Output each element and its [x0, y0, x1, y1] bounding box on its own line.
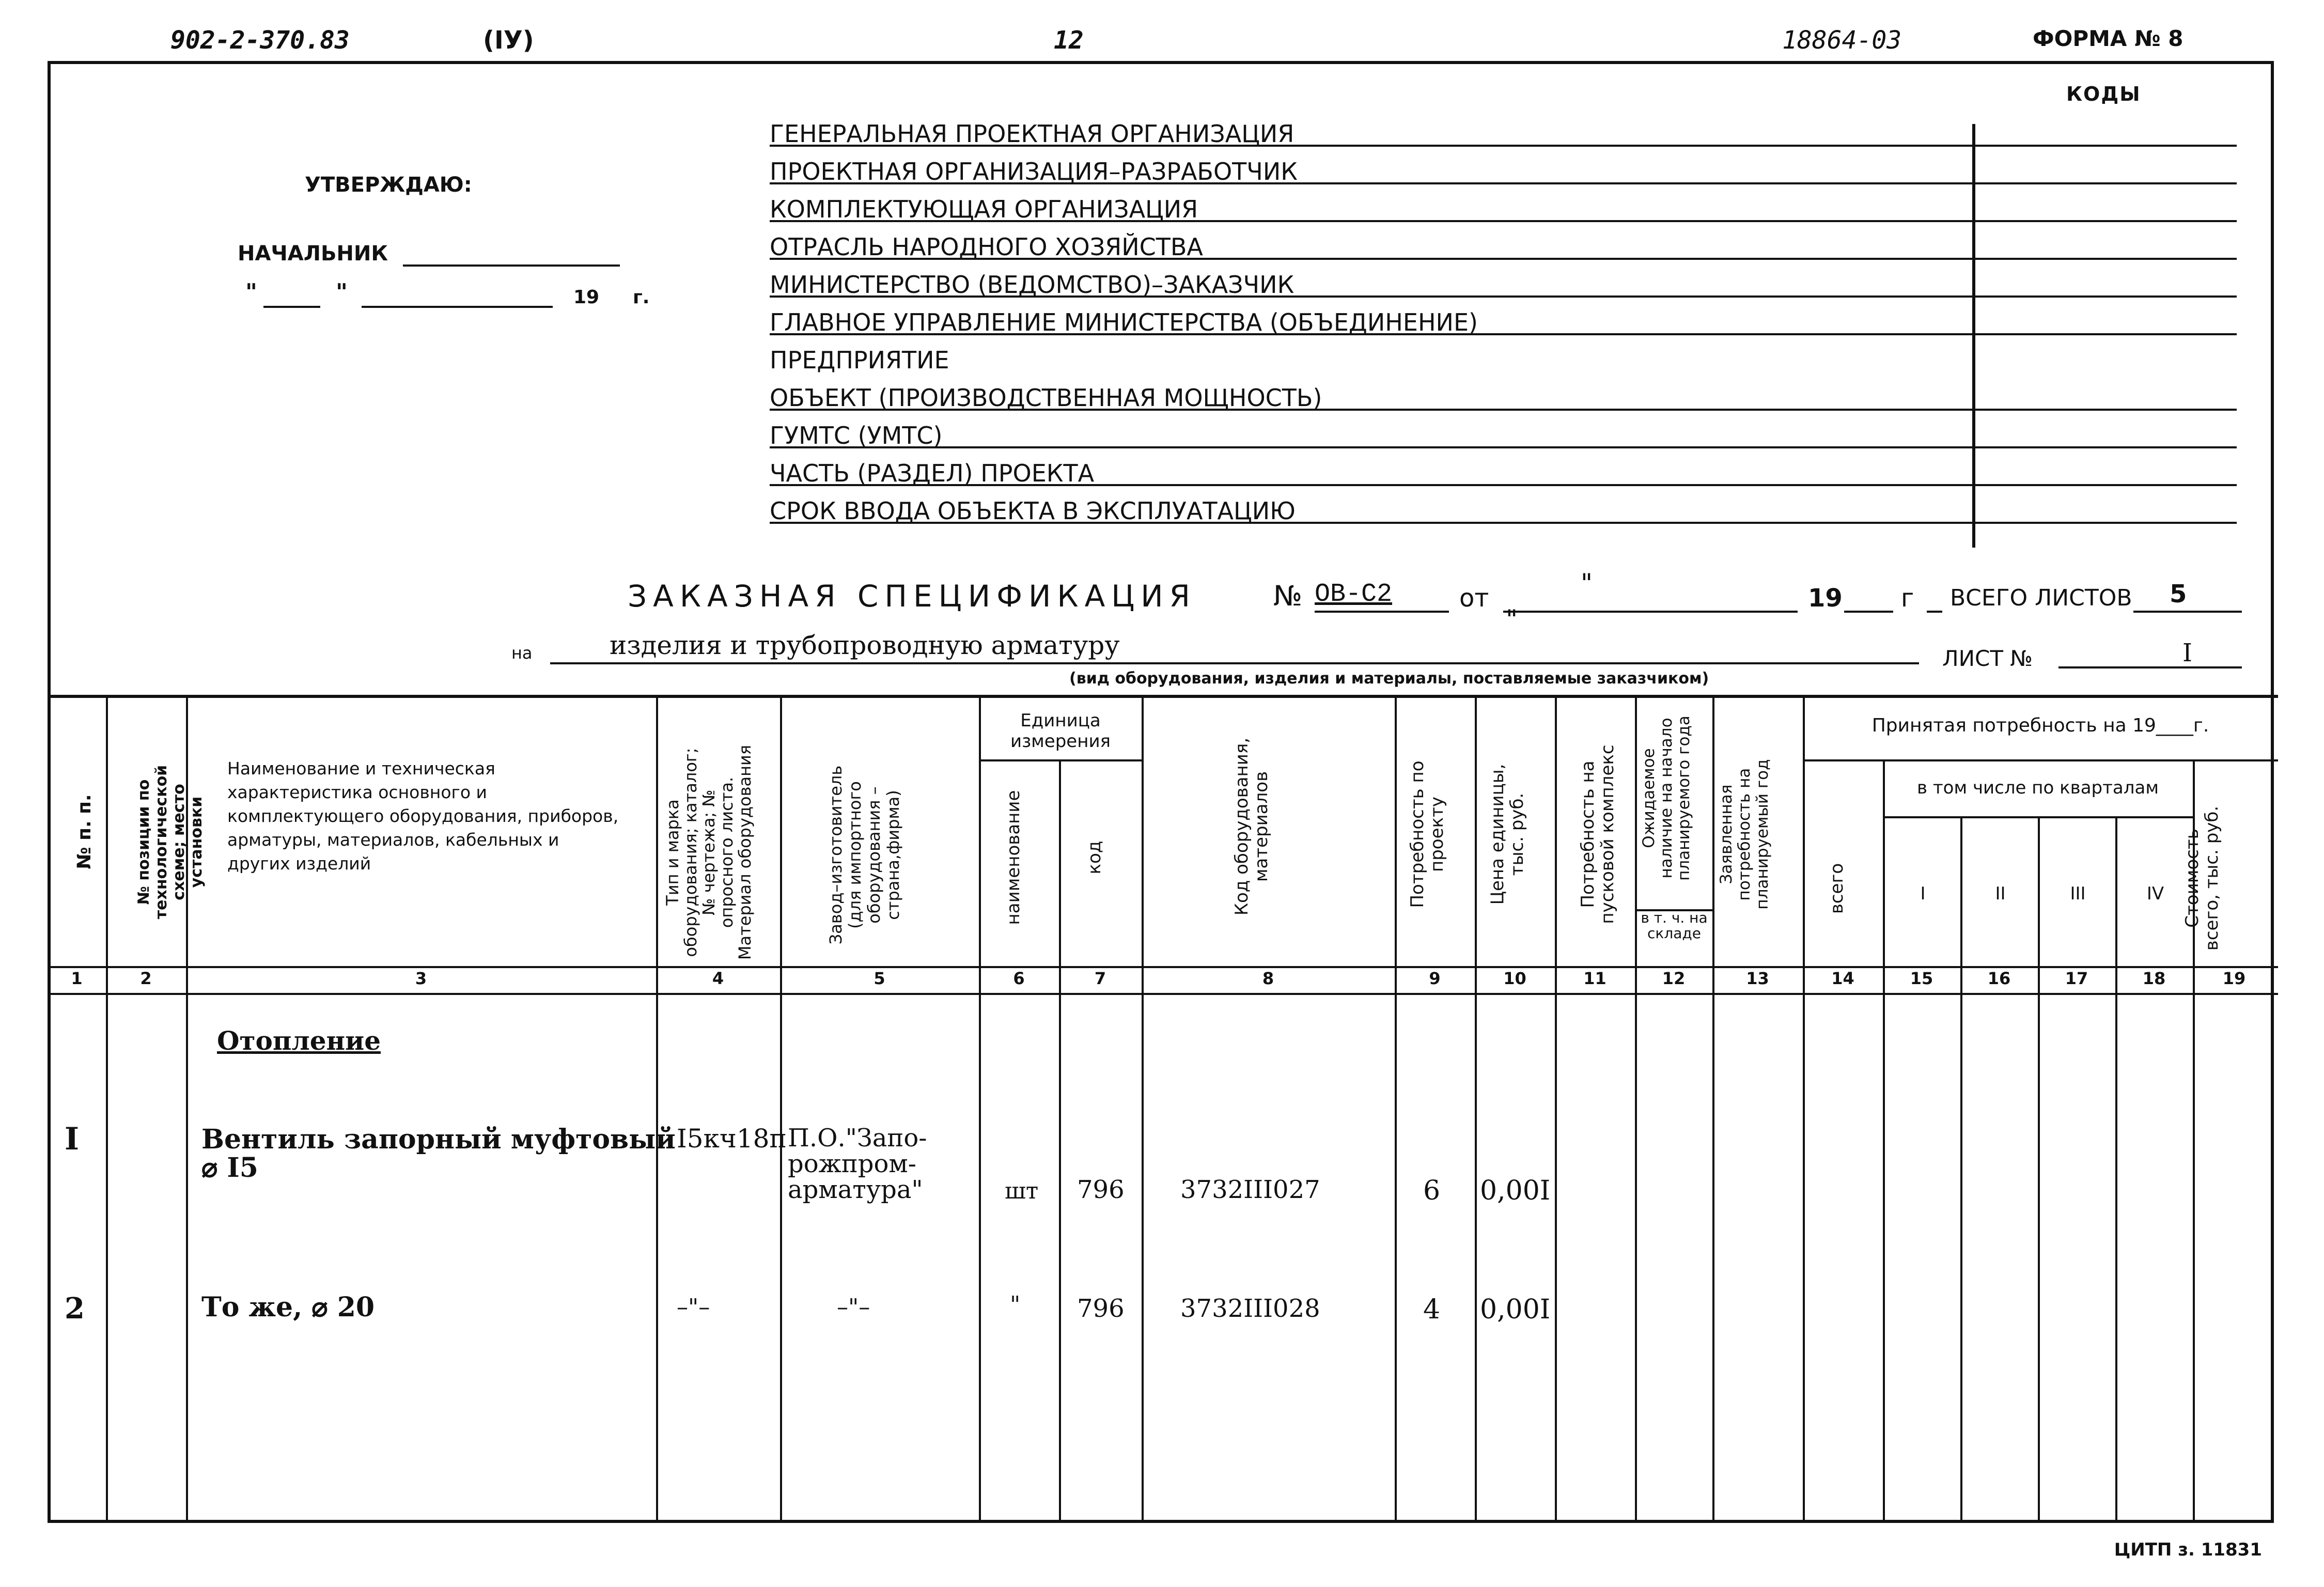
col-number: 11: [1583, 969, 1606, 988]
org-field-label: ЧАСТЬ (РАЗДЕЛ) ПРОЕКТА: [770, 459, 1098, 487]
header-unit: Единица измерения: [1010, 710, 1111, 752]
org-field-label: КОМПЛЕКТУЮЩАЯ ОРГАНИЗАЦИЯ: [770, 195, 1202, 223]
col-line-8: [1395, 695, 1397, 1521]
col-number-divider: [48, 993, 2278, 995]
date-quote-open: ": [245, 279, 257, 305]
row1-equip-code: 3732III027: [1180, 1175, 1320, 1204]
header-col2: № позиции по технологической схеме; место установки: [135, 765, 206, 920]
org-field-project-part[interactable]: [770, 458, 2237, 489]
spec-number-label: №: [1273, 580, 1303, 612]
row2-type: –"–: [677, 1294, 710, 1320]
col-line-5: [979, 695, 981, 1521]
row1-unit-name: шт: [1005, 1178, 1039, 1204]
header-col8: Код оборудования, материалов: [1231, 737, 1272, 916]
row1-name-size: ⌀ I5: [201, 1152, 258, 1184]
org-field-main-directorate[interactable]: [770, 307, 2237, 338]
col-line-14: [1883, 759, 1885, 1521]
sheet-number: I: [2182, 639, 2192, 667]
org-field-label: ПРЕДПРИЯТИЕ: [770, 346, 954, 374]
org-field-general[interactable]: [770, 119, 2237, 150]
col-line-6: [1059, 759, 1061, 1521]
col-line-9: [1475, 695, 1477, 1521]
row2-price: 0,00I: [1480, 1294, 1551, 1325]
org-field-object[interactable]: [770, 383, 2237, 414]
spec-year: 19: [1808, 584, 1843, 613]
header-divider: [48, 966, 2278, 968]
col-line-16: [2038, 816, 2040, 1521]
col-line-15: [1960, 816, 1962, 1521]
org-field-label: ПРОЕКТНАЯ ОРГАНИЗАЦИЯ–РАЗРАБОТЧИК: [770, 158, 1302, 185]
col-number: 12: [1662, 969, 1686, 988]
month-line[interactable]: [362, 306, 553, 308]
col-line-7: [1142, 695, 1144, 1521]
codes-label: КОДЫ: [2066, 83, 2141, 105]
header-col7: код: [1084, 841, 1105, 875]
org-field-label: СРОК ВВОДА ОБЪЕКТА В ЭКСПЛУАТАЦИЮ: [770, 497, 1300, 525]
header-col11: Потребность на пусковой комплекс: [1578, 744, 1618, 924]
accepted-header-divider: [1803, 759, 2278, 761]
footer-stamp: ЦИТП з. 11831: [2114, 1539, 2262, 1560]
chief-signature-line[interactable]: [403, 264, 620, 267]
header-col10: Цена единицы, тыс. руб.: [1487, 764, 1527, 905]
col-number: 8: [1262, 969, 1274, 988]
row2-unit-code: 796: [1077, 1294, 1125, 1323]
col-number: 14: [1831, 969, 1854, 988]
org-field-label: ГЕНЕРАЛЬНАЯ ПРОЕКТНАЯ ОРГАНИЗАЦИЯ: [770, 120, 1298, 148]
col-number: 18: [2142, 969, 2166, 988]
approval-year-prefix: 19: [573, 287, 600, 308]
row2-number: 2: [65, 1292, 85, 1326]
col-number: 16: [1987, 969, 2011, 988]
org-field-completing[interactable]: [770, 194, 2237, 225]
col-number: 4: [712, 969, 724, 988]
spec-na-label: на: [511, 643, 533, 663]
header-accepted: Принятая потребность на 19____г.: [1871, 715, 2209, 736]
header-col12-stock: в т. ч. на складе: [1641, 909, 1708, 942]
col-number: 3: [415, 969, 427, 988]
row1-unit-code: 796: [1077, 1175, 1125, 1204]
spec-subject-caption: (вид оборудования, изделия и материалы, поставляемые заказчиком): [1069, 670, 1709, 688]
org-field-gumts[interactable]: [770, 421, 2237, 452]
col-number: 6: [1013, 969, 1025, 988]
header-col1: № п. п.: [74, 794, 95, 869]
approve-label: УТВЕРЖДАЮ:: [305, 173, 472, 197]
day-line[interactable]: [263, 306, 320, 308]
col-line-1: [106, 695, 108, 1521]
spec-subject: изделия и трубопроводную арматуру: [610, 630, 1120, 660]
page-number: 12: [1054, 26, 1084, 55]
row1-name: Вентиль запорный муфтовый: [201, 1124, 676, 1155]
row2-name: То же, ⌀ 20: [201, 1292, 375, 1323]
row1-number: I: [65, 1121, 80, 1157]
header-q2: II: [1995, 883, 2006, 904]
row1-price: 0,00I: [1480, 1175, 1551, 1206]
col-line-11: [1635, 695, 1637, 1521]
row1-maker: арматура": [788, 1175, 923, 1204]
col-number: 9: [1429, 969, 1441, 988]
header-q3: III: [2070, 883, 2086, 904]
spec-date-line[interactable]: [1503, 611, 1798, 613]
approval-year-suffix: г.: [633, 287, 650, 308]
header-col4: Тип и марка оборудования; каталог; № чертежа; № опросного листа. Материал оборудования: [663, 744, 755, 960]
org-field-industry[interactable]: [770, 232, 2237, 263]
col-number: 5: [874, 969, 885, 988]
spec-subject-line[interactable]: [550, 662, 1919, 664]
org-field-label: ОБЪЕКТ (ПРОИЗВОДСТВЕННАЯ МОЩНОСТЬ): [770, 384, 1326, 412]
row1-maker: рожпром-: [788, 1149, 916, 1178]
header-q4: IV: [2146, 883, 2164, 904]
spec-number-line: [1315, 611, 1449, 613]
date-quote-close: ": [336, 279, 348, 305]
org-field-label: ГУМТС (УМТС): [770, 422, 946, 449]
col-number: 1: [71, 969, 83, 988]
registration-number: 18864-03: [1782, 26, 1902, 55]
org-field-enterprise[interactable]: [770, 345, 2237, 376]
spec-year-suffix: г: [1901, 584, 1914, 613]
col-number: 7: [1094, 969, 1106, 988]
col-line-4: [780, 695, 782, 1521]
header-quarters: в том числе по кварталам: [1917, 777, 2159, 798]
row2-maker: –"–: [837, 1294, 870, 1320]
row2-qty: 4: [1423, 1294, 1441, 1325]
col-line-10: [1555, 695, 1557, 1521]
header-col13: Заявленная потребность на планируемый год: [1717, 759, 1772, 910]
spec-year-line[interactable]: [1844, 611, 1893, 613]
col-number: 13: [1746, 969, 1769, 988]
header-col6: наименование: [1003, 790, 1024, 925]
spec-quote-close: ": [1506, 604, 1518, 634]
col-number: 15: [1910, 969, 1933, 988]
form-number: ФОРМА № 8: [2033, 26, 2183, 51]
col-number: 17: [2065, 969, 2088, 988]
header-col3: Наименование и техническая характеристика основного и комплектующего оборудования, приборов, арматуры, материалов, кабельных и других изделий: [227, 758, 619, 874]
row2-equip-code: 3732III028: [1180, 1294, 1320, 1323]
col-number: 19: [2222, 969, 2246, 988]
col-line-3: [656, 695, 658, 1521]
spec-from-label: от: [1459, 584, 1489, 613]
spec-title: ЗАКАЗНАЯ СПЕЦИФИКАЦИЯ: [628, 579, 1196, 614]
row1-qty: 6: [1423, 1175, 1441, 1206]
col-number: 10: [1503, 969, 1526, 988]
header-q1: I: [1920, 883, 1926, 904]
header-col12: Ожидаемое наличие на начало планируемого года: [1640, 715, 1693, 881]
org-field-label: ГЛАВНОЕ УПРАВЛЕНИЕ МИНИСТЕРСТВА (ОБЪЕДИНЕНИЕ): [770, 308, 1482, 336]
org-field-developer[interactable]: [770, 157, 2237, 188]
col-line-13: [1803, 695, 1805, 1521]
spec-quote-open: ": [1581, 568, 1593, 598]
row2-unit-name: ": [1010, 1292, 1021, 1318]
spec-dash: [1927, 611, 1942, 613]
col-line-17: [2115, 816, 2117, 1521]
volume-number: (IУ): [483, 26, 534, 55]
org-field-ministry[interactable]: [770, 270, 2237, 301]
row1-maker: П.О."Запо-: [788, 1124, 927, 1153]
table-top-border: [48, 695, 2278, 698]
total-sheets-value: 5: [2170, 580, 2187, 609]
col-number: 2: [140, 969, 152, 988]
total-sheets-label: ВСЕГО ЛИСТОВ: [1950, 585, 2132, 611]
org-field-label: ОТРАСЛЬ НАРОДНОГО ХОЗЯЙСТВА: [770, 233, 1207, 261]
header-col14: всего: [1827, 863, 1847, 914]
sheet-number-line: [2058, 666, 2242, 668]
header-col9: Потребность по проекту: [1407, 760, 1447, 908]
header-col5: Завод–изготовитель (для импортного оборудования –страна,фирма): [826, 765, 903, 945]
total-sheets-line: [2133, 611, 2242, 613]
col-line-12: [1712, 695, 1714, 1521]
document-code: 902-2-370.83: [170, 26, 350, 55]
org-field-commissioning[interactable]: [770, 496, 2237, 527]
org-field-label: МИНИСТЕРСТВО (ВЕДОМСТВО)–ЗАКАЗЧИК: [770, 271, 1298, 299]
header-col19: Стоимость всего, тыс. руб.: [2182, 805, 2222, 951]
sheet-label: ЛИСТ №: [1942, 646, 2033, 671]
row1-type: I5кч18п: [677, 1124, 787, 1154]
spec-number-value: ОВ-С2: [1315, 580, 1393, 609]
section-title: Отопление: [217, 1025, 381, 1056]
chief-label: НАЧАЛЬНИК: [238, 242, 388, 266]
